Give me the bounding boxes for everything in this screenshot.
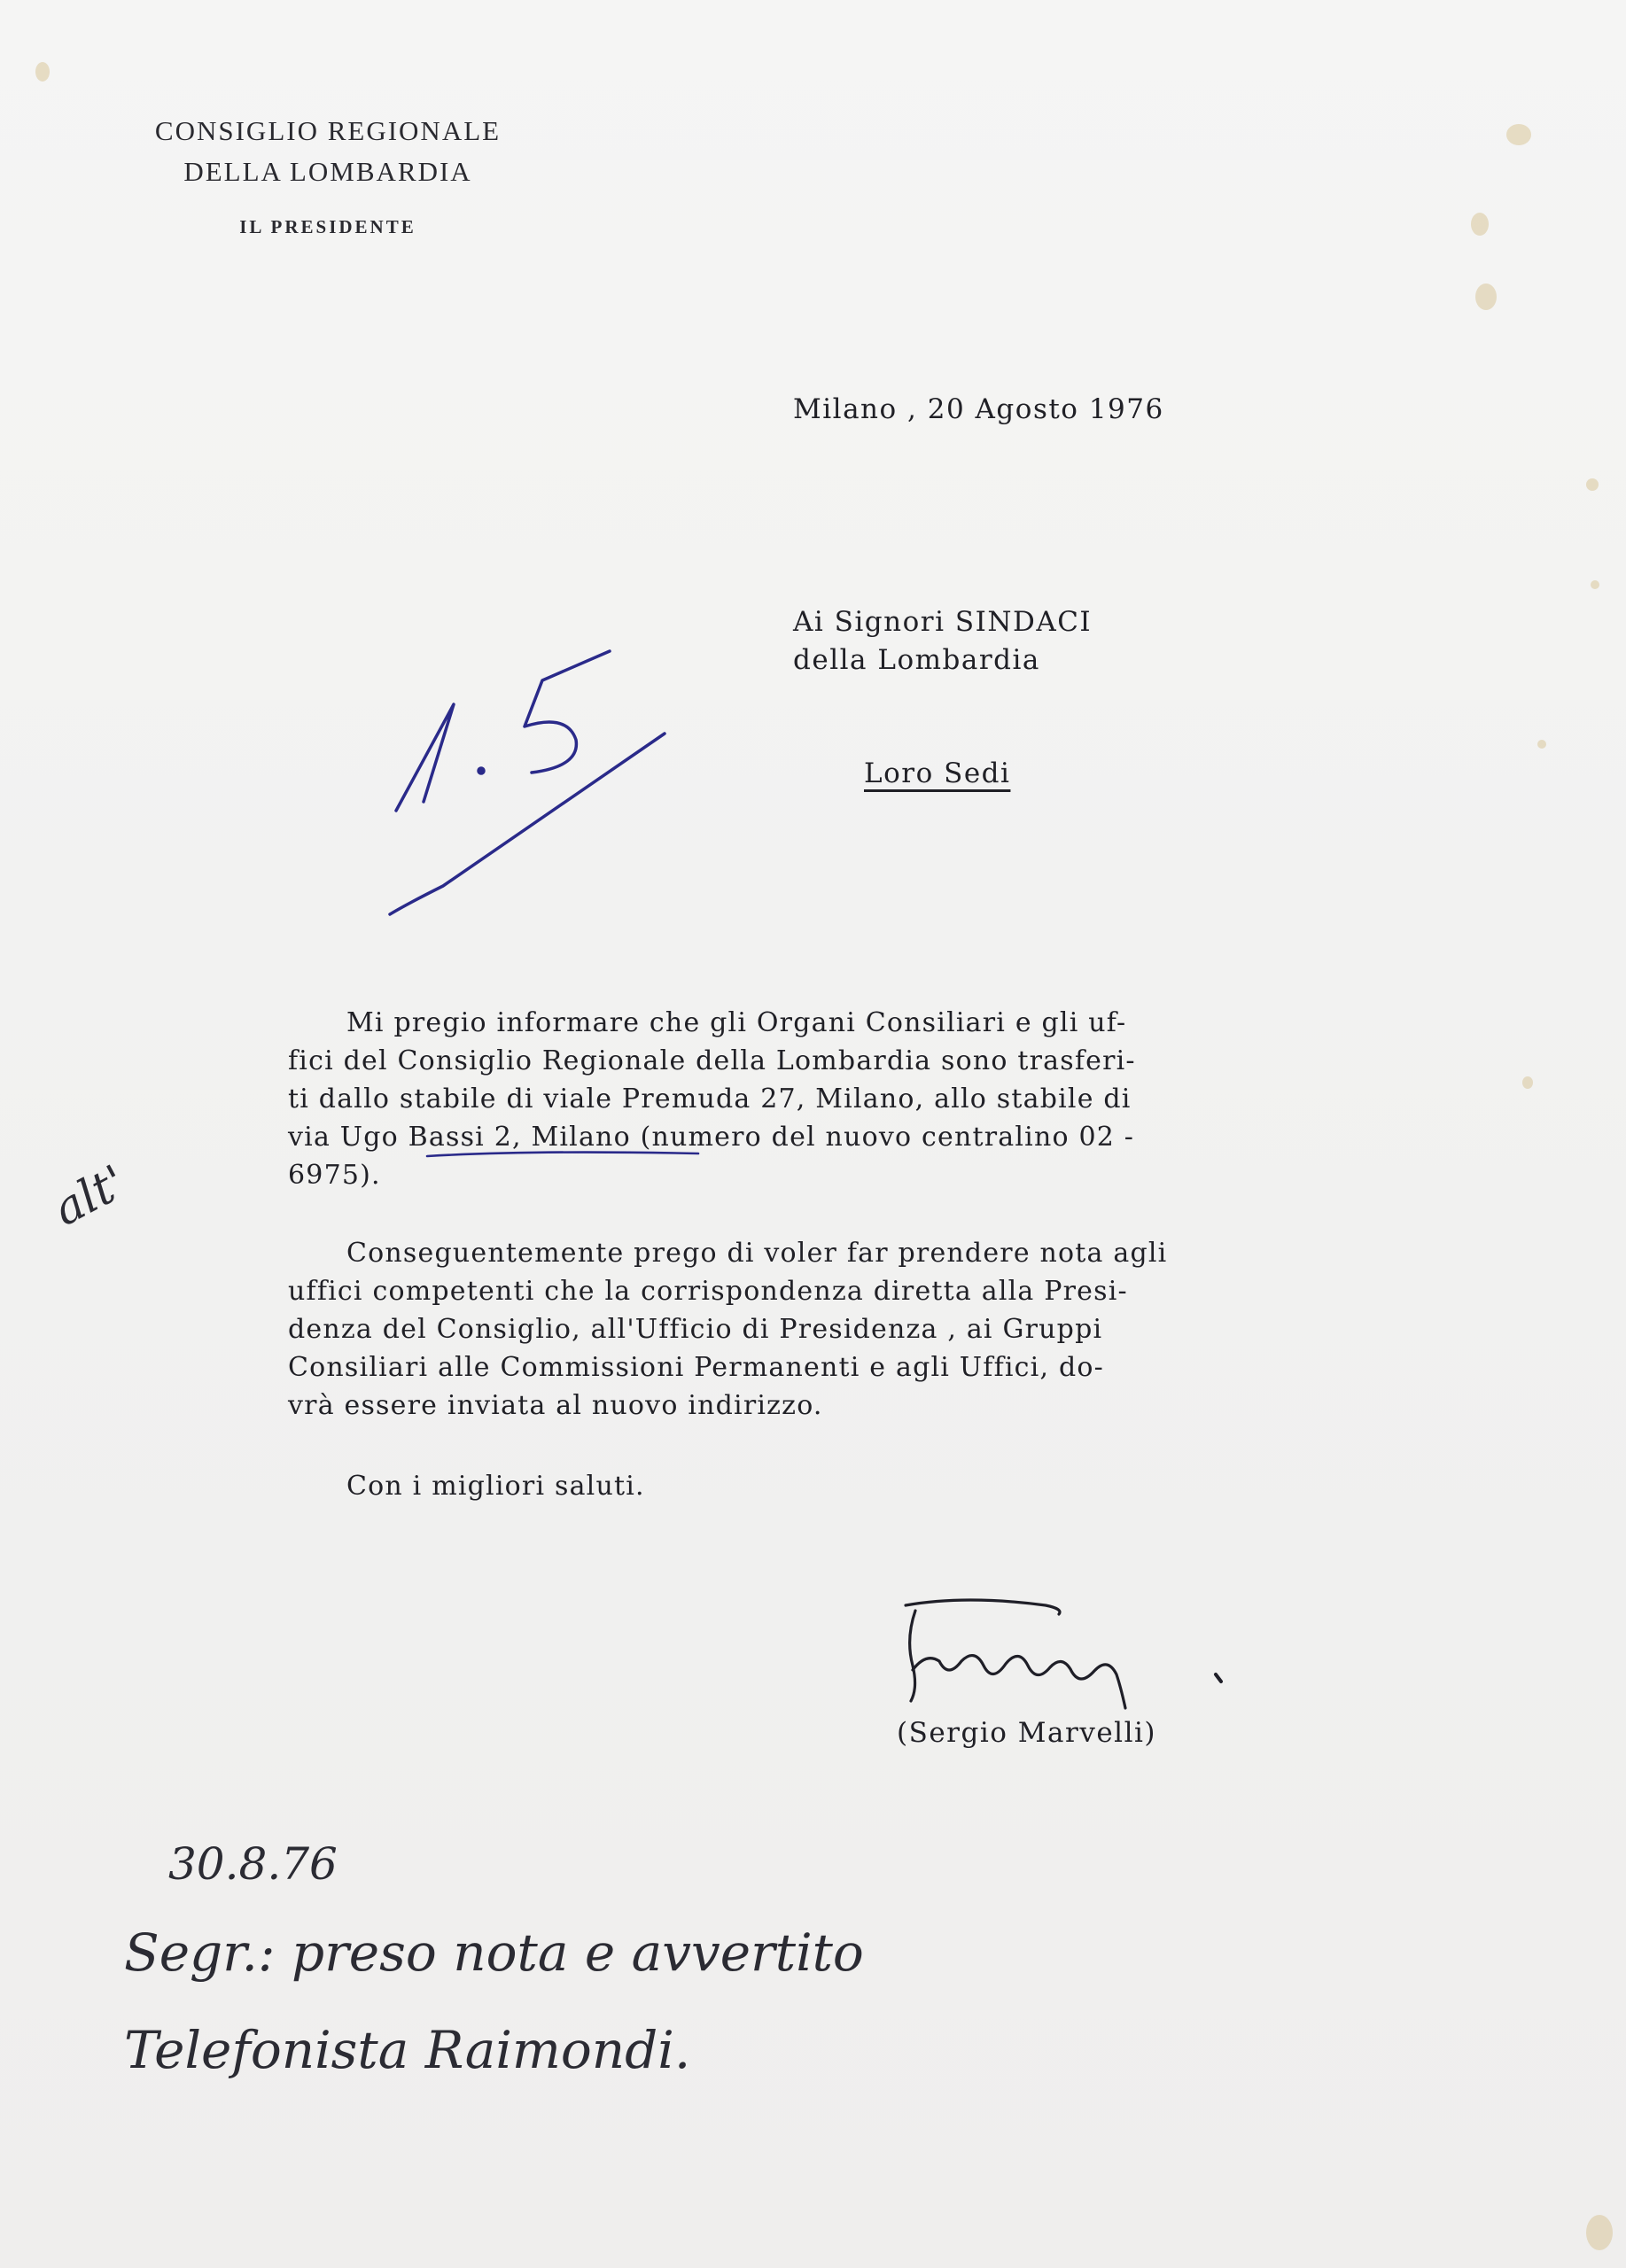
body-line: via Ugo Bassi 2, Milano (numero del nuovo centralino 02 - (288, 1122, 1135, 1153)
letterhead-line2: DELLA LOMBARDIA (183, 156, 472, 187)
recipient-line3: Loro Sedi (864, 757, 1011, 789)
letterhead-line1: CONSIGLIO REGIONALE (154, 115, 502, 146)
body-line: denza del Consiglio, all'Ufficio di Presidenza , ai Gruppi (288, 1314, 1103, 1345)
body-line-text: Mi pregio informare che gli Organi Consiliari e gli uf- (346, 1007, 1127, 1038)
handwritten-note-line2: Telefonista Raimondi. (124, 2020, 691, 2080)
date-line: Milano , 20 Agosto 1976 (793, 393, 1164, 425)
body-line: 6975). (288, 1160, 381, 1191)
recipient-line1: Ai Signori SINDACI (793, 606, 1093, 638)
body-line: Conseguentemente prego di voler far prendere nota agli (346, 1238, 1168, 1269)
body-line: uffici competenti che la corrispondenza diretta alla Presi- (288, 1276, 1128, 1307)
annotation-number (390, 651, 698, 1156)
handwritten-date: 30.8.76 (168, 1838, 338, 1890)
closing-line: Con i migliori saluti. (346, 1471, 645, 1502)
body-line: ti dallo stabile di viale Premuda 27, Milano, allo stabile di (288, 1084, 1132, 1115)
body-line: Consiliari alle Commissioni Permanenti e agli Uffici, do- (288, 1352, 1104, 1383)
signature-icon (906, 1600, 1221, 1708)
letterhead-title: IL PRESIDENTE (239, 216, 416, 237)
signature-caption: (Sergio Marvelli) (897, 1717, 1157, 1749)
recipient-line2: della Lombardia (793, 644, 1040, 676)
body-line: fici del Consiglio Regionale della Lombardia sono trasferi- (288, 1045, 1136, 1076)
margin-annotation: alt' (44, 1155, 136, 1237)
handwritten-note-line1: Segr.: preso nota e avvertito (124, 1922, 864, 1983)
body-line: vrà essere inviata al nuovo indirizzo. (288, 1390, 823, 1421)
